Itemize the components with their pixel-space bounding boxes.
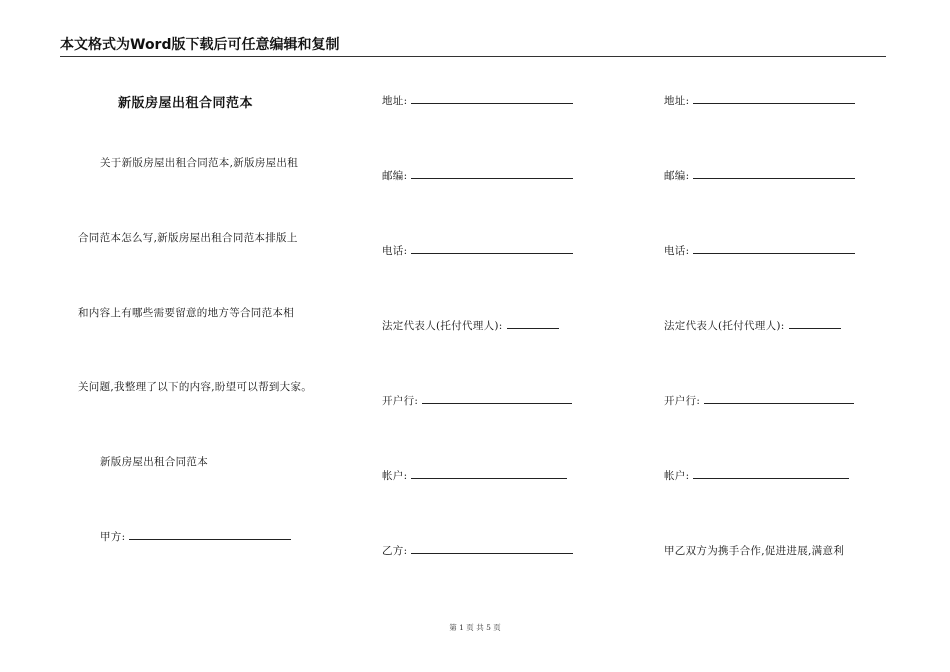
party-a-field xyxy=(100,529,291,544)
field-blank xyxy=(693,93,855,104)
field-label: 开户行: xyxy=(382,395,419,407)
right-field-postcode xyxy=(664,168,855,183)
field-label: 地址: xyxy=(382,95,408,107)
field-blank xyxy=(422,393,572,404)
field-label: 电话: xyxy=(664,245,690,257)
field-label: 法定代表人(托付代理人): xyxy=(664,320,785,332)
document-title: 新版房屋出租合同范本 xyxy=(118,96,254,111)
party-b-label: 乙方: xyxy=(382,545,408,557)
middle-field-postcode xyxy=(382,168,573,183)
field-label: 邮编: xyxy=(382,170,408,182)
right-field-phone xyxy=(664,243,855,258)
right-field-account xyxy=(664,468,849,483)
right-field-address xyxy=(664,93,855,108)
field-blank xyxy=(704,393,854,404)
field-blank xyxy=(411,93,573,104)
middle-field-representative xyxy=(382,318,559,333)
party-b-blank xyxy=(411,543,573,554)
right-field-representative xyxy=(664,318,841,333)
field-label: 邮编: xyxy=(664,170,690,182)
intro-line-2: 合同范本怎么写,新版房屋出租合同范本排版上 xyxy=(78,232,298,244)
field-label: 电话: xyxy=(382,245,408,257)
field-blank xyxy=(789,318,841,329)
party-a-blank xyxy=(129,529,291,540)
subheading: 新版房屋出租合同范本 xyxy=(100,456,208,468)
field-blank xyxy=(507,318,559,329)
party-a-label: 甲方: xyxy=(100,531,126,543)
intro-line-3: 和内容上有哪些需要留意的地方等合同范本相 xyxy=(78,307,294,319)
field-label: 帐户: xyxy=(382,470,408,482)
right-closing-text: 甲乙双方为携手合作,促进进展,满意利 xyxy=(664,545,845,557)
party-b-field xyxy=(382,543,573,558)
middle-field-address xyxy=(382,93,573,108)
document-header: 本文格式为Word版下载后可任意编辑和复制 xyxy=(60,34,886,57)
field-blank xyxy=(411,243,573,254)
middle-field-bank xyxy=(382,393,572,408)
field-blank xyxy=(693,243,855,254)
field-blank xyxy=(411,468,567,479)
right-field-bank xyxy=(664,393,854,408)
field-label: 开户行: xyxy=(664,395,701,407)
field-blank xyxy=(693,168,855,179)
middle-field-phone xyxy=(382,243,573,258)
middle-field-account xyxy=(382,468,567,483)
field-blank xyxy=(411,168,573,179)
intro-line-1: 关于新版房屋出租合同范本,新版房屋出租 xyxy=(100,157,299,169)
field-label: 帐户: xyxy=(664,470,690,482)
field-blank xyxy=(693,468,849,479)
field-label: 地址: xyxy=(664,95,690,107)
field-label: 法定代表人(托付代理人): xyxy=(382,320,503,332)
page-footer: 第 1 页 共 5 页 xyxy=(449,623,501,632)
intro-line-4: 关问题,我整理了以下的内容,盼望可以帮到大家。 xyxy=(78,381,313,393)
